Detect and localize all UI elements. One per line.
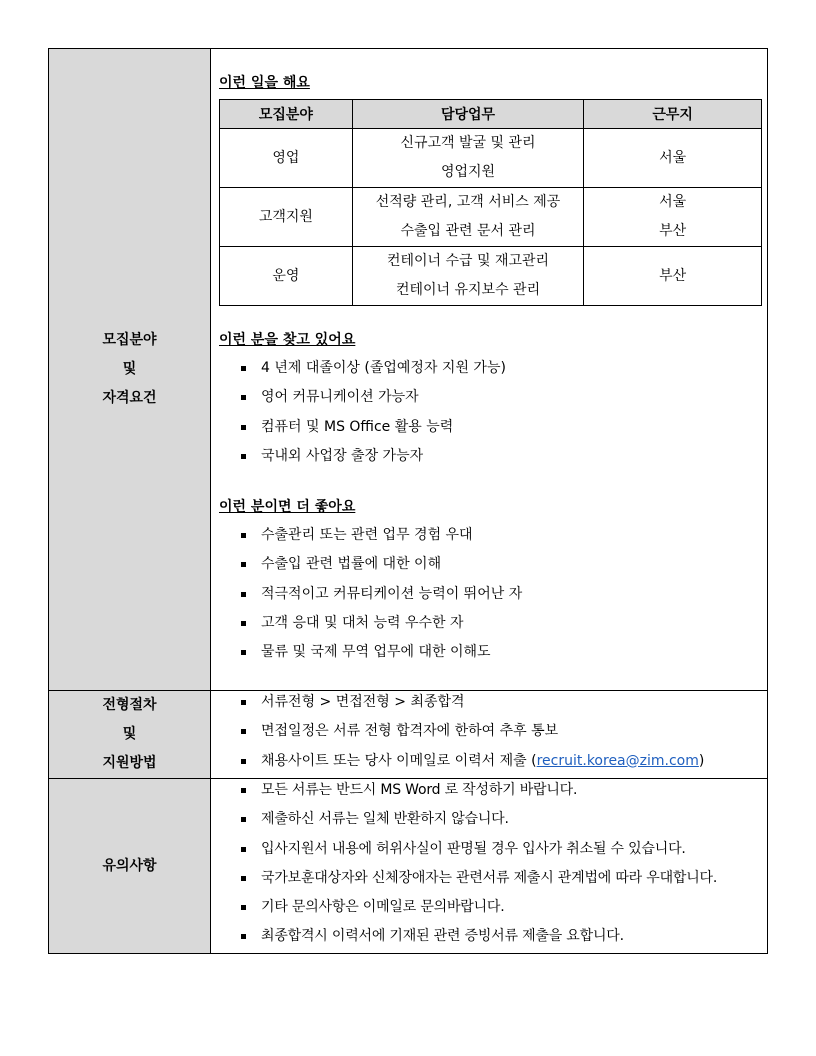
field-cell: 운영 <box>220 247 353 306</box>
list-item: 물류 및 국제 무역 업무에 대한 이해도 <box>239 638 522 667</box>
table-row <box>220 129 762 188</box>
qualifications-content <box>211 49 767 690</box>
divider <box>49 778 767 779</box>
section-label-line: 유의사항 <box>102 857 157 874</box>
list-item: 기타 문의사항은 이메일로 문의바랍니다. <box>239 893 717 922</box>
duty-line: 영업지원 <box>440 164 496 180</box>
apply-close: ) <box>698 752 705 769</box>
section-label-line: 지원방법 <box>102 755 157 771</box>
list-item: 적극적이고 커뮤티케이션 능력이 뛰어난 자 <box>239 580 522 609</box>
section-label-qualifications <box>49 49 211 690</box>
list-item: 입사지원서 내용에 허위사실이 판명될 경우 입사가 취소될 수 있습니다. <box>239 835 717 864</box>
section-label-line: 및 <box>122 361 137 377</box>
section-label-line: 자격요건 <box>102 390 157 406</box>
duty-line: 컨테이너 수급 및 재고관리 <box>386 253 550 269</box>
duty-line: 컨테이너 유지보수 관리 <box>395 282 541 298</box>
location-cell <box>584 129 762 188</box>
list-item: 국내외 사업장 출장 가능자 <box>239 442 506 471</box>
list-item: 서류전형 > 면접전형 > 최종합격 <box>239 688 704 717</box>
location-line: 부산 <box>659 267 687 284</box>
section-label-notes <box>49 779 211 953</box>
table-row <box>220 188 762 247</box>
list-item: 모든 서류는 반드시 MS Word 로 작성하기 바랍니다. <box>239 776 717 805</box>
list-item: 4 년제 대졸이상 (졸업예정자 지원 가능) <box>239 354 506 383</box>
location-cell <box>584 247 762 306</box>
notes-content <box>211 779 767 953</box>
list-item: 제출하신 서류는 일체 반환하지 않습니다. <box>239 805 717 834</box>
table-header-row <box>220 100 762 129</box>
requirements-list <box>239 354 506 471</box>
column-header: 모집분야 <box>220 100 353 129</box>
column-header: 담당업무 <box>352 100 584 129</box>
recruitment-document <box>48 48 768 954</box>
section-label-line: 모집분야 <box>102 332 157 348</box>
list-item <box>239 747 704 776</box>
requirements-title: 이런 분을 찾고 있어요 <box>219 332 356 348</box>
duty-cell <box>352 247 584 306</box>
process-list <box>239 688 704 776</box>
table-row <box>220 247 762 306</box>
duty-table <box>219 99 762 306</box>
list-item: 고객 응대 및 대처 능력 우수한 자 <box>239 609 522 638</box>
list-item: 면접일정은 서류 전형 합격자에 한하여 추후 통보 <box>239 717 704 746</box>
location-line: 부산 <box>659 223 687 239</box>
section-label-line: 전형절차 <box>102 697 157 713</box>
duty-line: 선적량 관리, 고객 서비스 제공 <box>375 194 561 210</box>
section-label-process <box>49 691 211 778</box>
duty-line: 신규고객 발굴 및 관리 <box>400 135 536 151</box>
email-link[interactable]: recruit.korea@zim.com <box>536 752 699 769</box>
list-item: 수출관리 또는 관련 업무 경험 우대 <box>239 521 522 550</box>
apply-text: 채용사이트 또는 당사 이메일로 이력서 제출 ( <box>261 752 537 769</box>
preferred-title: 이런 분이면 더 좋아요 <box>219 499 356 515</box>
list-item: 영어 커뮤니케이션 가능자 <box>239 383 506 412</box>
location-line: 서울 <box>659 194 687 210</box>
work-title: 이런 일을 해요 <box>219 75 310 91</box>
location-line: 서울 <box>659 149 687 166</box>
list-item: 국가보훈대상자와 신체장애자는 관련서류 제출시 관계법에 따라 우대합니다. <box>239 864 717 893</box>
duty-line: 수출입 관련 문서 관리 <box>400 223 536 239</box>
preferred-list <box>239 521 522 667</box>
process-content <box>211 691 767 778</box>
duty-cell <box>352 188 584 247</box>
notes-list <box>239 776 717 952</box>
column-header: 근무지 <box>584 100 762 129</box>
field-cell: 고객지원 <box>220 188 353 247</box>
field-cell: 영업 <box>220 129 353 188</box>
list-item: 최종합격시 이력서에 기재된 관련 증빙서류 제출을 요합니다. <box>239 922 717 951</box>
section-label-line: 및 <box>122 726 137 742</box>
list-item: 컴퓨터 및 MS Office 활용 능력 <box>239 413 506 442</box>
duty-cell <box>352 129 584 188</box>
list-item: 수출입 관련 법률에 대한 이해 <box>239 550 522 579</box>
location-cell <box>584 188 762 247</box>
